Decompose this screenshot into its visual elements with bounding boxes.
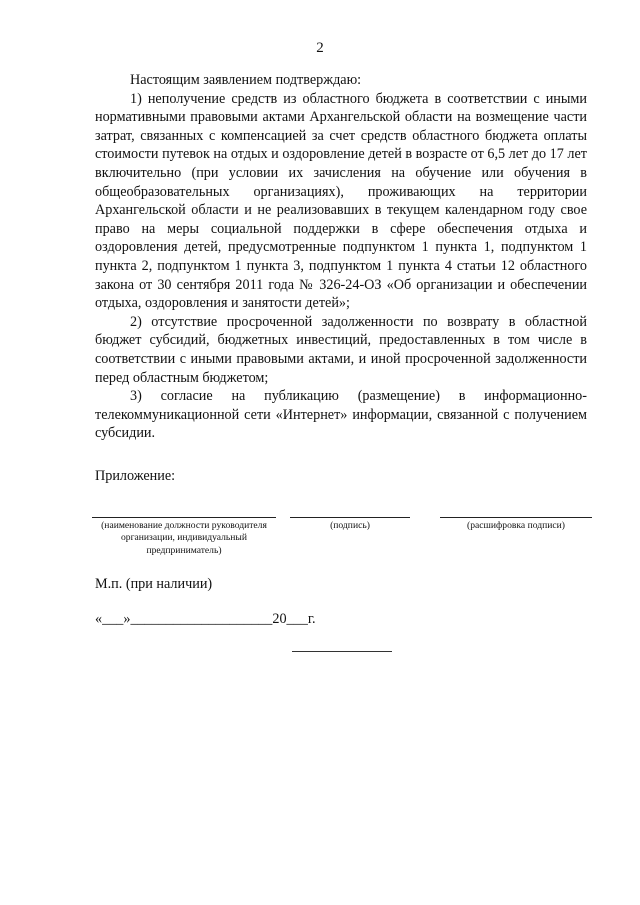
statement-intro: Настоящим заявлением подтверждаю: bbox=[130, 72, 362, 88]
position-caption: (наименование должности руководителя организации, индивидуальный предприниматель) bbox=[101, 520, 267, 556]
signature-caption: (подпись) bbox=[330, 520, 370, 531]
stamp-label: М.п. (при наличии) bbox=[95, 576, 213, 592]
decoding-line bbox=[440, 517, 592, 518]
decoding-signature-block bbox=[440, 517, 592, 532]
page-number: 2 bbox=[316, 40, 324, 56]
decoding-caption: (расшифровка подписи) bbox=[467, 520, 565, 531]
signature-block bbox=[290, 517, 410, 532]
statement-item-1: 1) неполучение средств из областного бюджета в соответствии с иными нормативными правовыми актами Архангельской области на возмещение части затрат, связанных с компенсацией за счет средств областного бюджета оплаты стоимости путевок на отдых и оздоровление детей в возрасте от 6,5 лет до 17 лет включительно (при условии их зачисления на обучение или обучения в общеобразовательных организациях), проживающих на территории Архангельской области и не реализовавших в текущем календарном году свое право на меры социальной поддержки в сфере обеспечения отдыха и оздоровления детей, предусмотренные подпунктом 1 пункта 1, подпунктом 1 пункта 2, подпунктом 1 пункта 3, подпунктом 1 пункта 4 статьи 12 областного закона от 30 сентября 2011 года № 326-24-ОЗ «Об организации и обеспечении отдыха, оздоровления и занятости детей»; bbox=[95, 90, 587, 312]
statement-item-2: 2) отсутствие просроченной задолженности по возврату в областной бюджет субсидий, бюджетных инвестиций, предоставленных в том числе в соответствии с иными правовыми актами, и иной просроченной задолженности перед областным бюджетом; bbox=[95, 313, 587, 386]
statement-text bbox=[95, 71, 587, 443]
position-line bbox=[92, 517, 276, 518]
date-line: «___»____________________20___г. bbox=[95, 611, 316, 627]
end-divider bbox=[292, 651, 392, 652]
signature-line bbox=[290, 517, 410, 518]
attachment-label: Приложение: bbox=[95, 468, 176, 484]
statement-item-3: 3) согласие на публикацию (размещение) в информационно-телекоммуникационной сети «Интернет» информации, связанной с получением субсидии. bbox=[95, 388, 587, 442]
position-signature-block bbox=[92, 517, 276, 557]
